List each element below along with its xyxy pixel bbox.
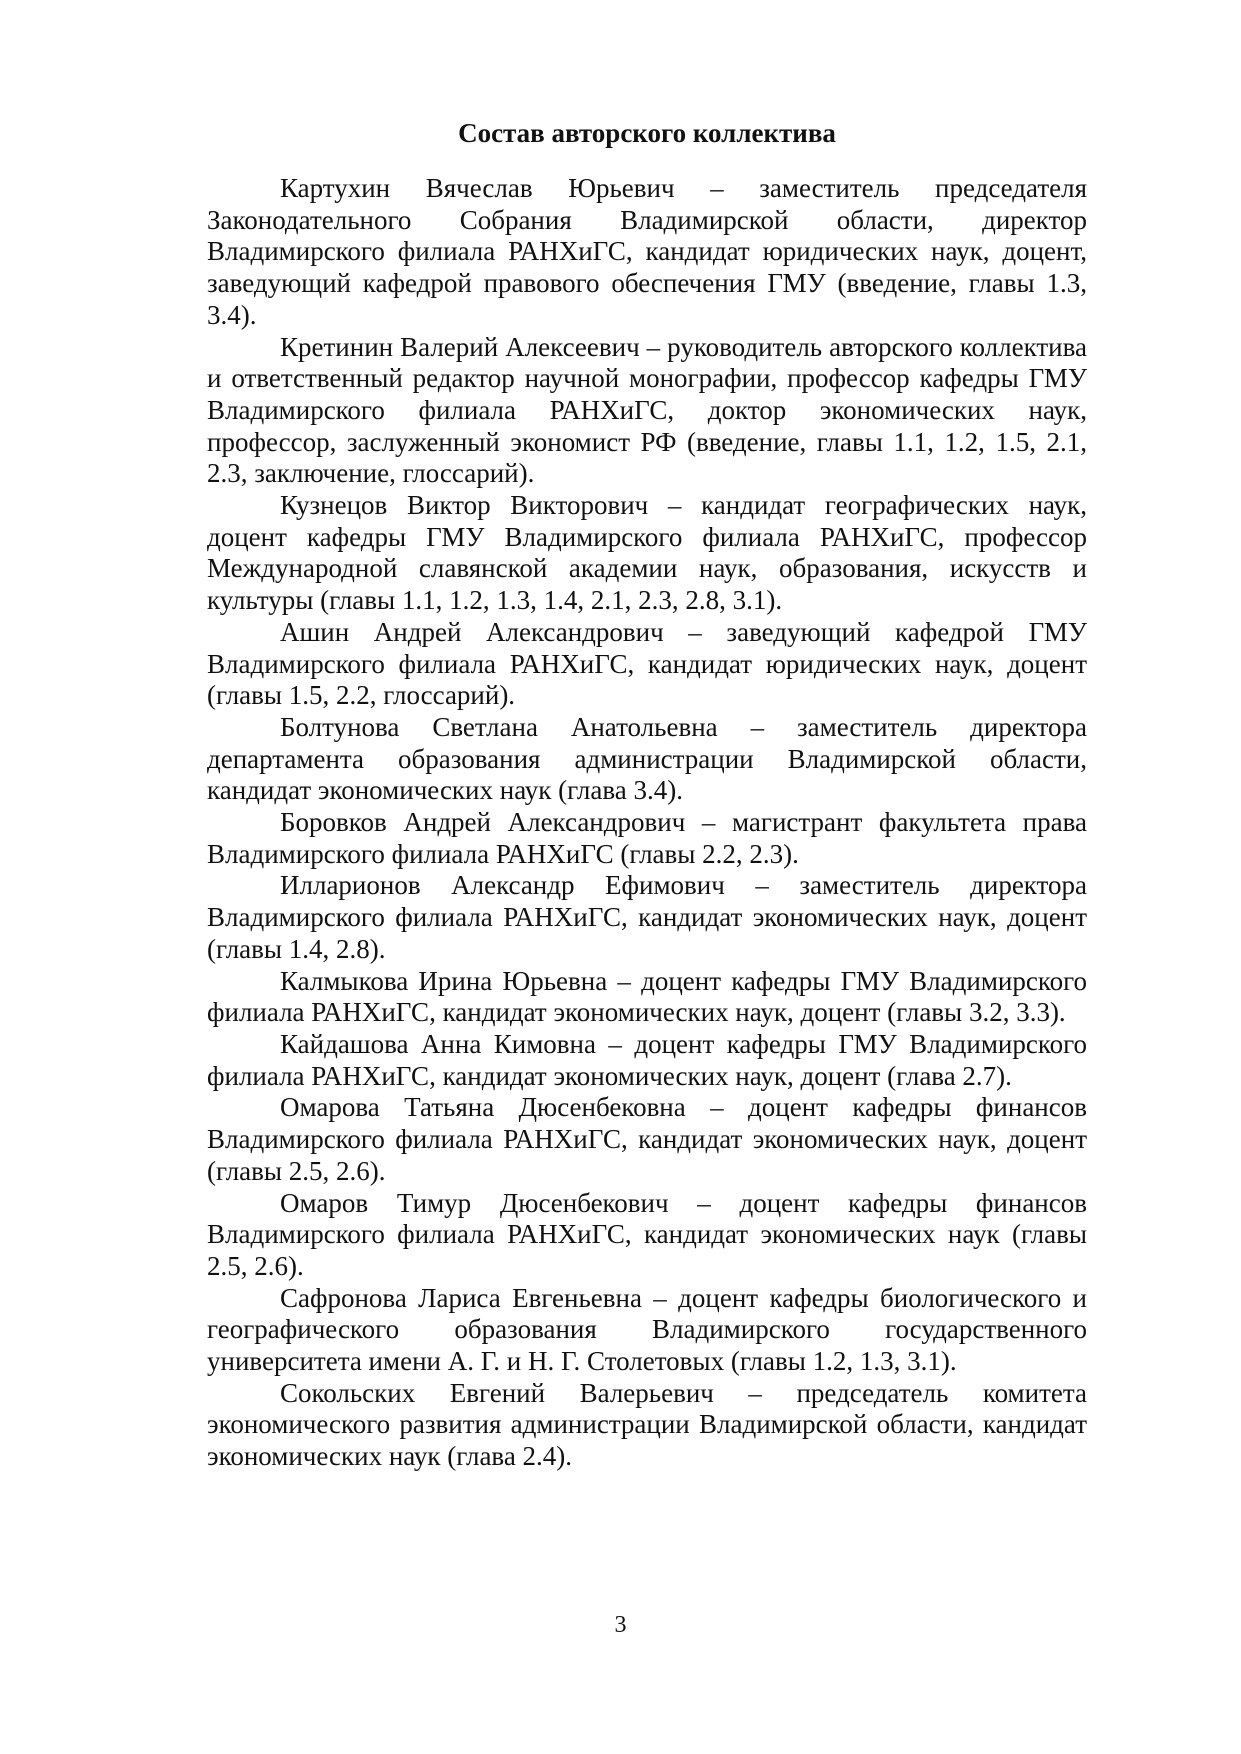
document-page [207,113,1087,1473]
page-title: Состав авторского коллектива [458,118,836,148]
author-entry-kretinin: Кретинин Валерий Алексеевич – руководитель авторского коллектива и ответственный редактор научной монографии, профессор кафедры ГМУ Владимирского филиала РАНХиГС, доктор экономических наук, профессор, заслуженный экономист РФ (введение, главы 1.1, 1.2, 1.5, 2.1, 2.3, заключение, глоссарий). [207,331,1087,489]
author-list [207,173,1087,1473]
author-entry-kuznetsov: Кузнецов Виктор Викторович – кандидат географических наук, доцент кафедры ГМУ Владимирского филиала РАНХиГС, профессор Международной славянской академии наук, образования, искусств и культуры (главы 1.1, 1.2, 1.3, 1.4, 2.1, 2.3, 2.8, 3.1). [207,490,1087,616]
author-entry-kalmykova: Калмыкова Ирина Юрьевна – доцент кафедры ГМУ Владимирского филиала РАНХиГС, кандидат экономических наук, доцент (главы 3.2, 3.3). [207,965,1087,1028]
author-entry-safronova: Сафронова Лариса Евгеньевна – доцент кафедры биологического и географического образования Владимирского государственного университета имени А. Г. и Н. Г. Столетовых (главы 1.2, 1.3, 3.1). [207,1282,1087,1377]
author-entry-omarova: Омарова Татьяна Дюсенбековна – доцент кафедры финансов Владимирского филиала РАНХиГС, кандидат экономических наук, доцент (главы 2.5, 2.6). [207,1092,1087,1186]
author-entry-boltunova: Болтунова Светлана Анатольевна – заместитель директора департамента образования администрации Владимирской области, кандидат экономических наук (глава 3.4). [207,711,1087,806]
page-number: 3 [614,1612,627,1638]
author-entry-kartukhin: Картухин Вячеслав Юрьевич – заместитель председателя Законодательного Собрания Владимирской области, директор Владимирского филиала РАНХиГС, кандидат юридических наук, доцент, заведующий кафедрой правового обеспечения ГМУ (введение, главы 1.3, 3.4). [207,173,1087,330]
author-entry-kaydashova: Кайдашова Анна Кимовна – доцент кафедры ГМУ Владимирского филиала РАНХиГС, кандидат экономических наук, доцент (глава 2.7). [207,1028,1087,1091]
author-entry-ashin: Ашин Андрей Александрович – заведующий кафедрой ГМУ Владимирского филиала РАНХиГС, кандидат юридических наук, доцент (главы 1.5, 2.2, глоссарий). [207,616,1087,711]
author-entry-sokolskikh: Сокольских Евгений Валерьевич – председатель комитета экономического развития администрации Владимирской области, кандидат экономических наук (глава 2.4). [207,1377,1087,1472]
author-entry-illarionov: Илларионов Александр Ефимович – заместитель директора Владимирского филиала РАНХиГС, кандидат экономических наук, доцент (главы 1.4, 2.8). [207,870,1087,964]
author-entry-omarov: Омаров Тимур Дюсенбекович – доцент кафедры финансов Владимирского филиала РАНХиГС, кандидат экономических наук (главы 2.5, 2.6). [207,1187,1087,1281]
author-entry-borovkov: Боровков Андрей Александрович – магистрант факультета права Владимирского филиала РАНХиГС (главы 2.2, 2.3). [207,807,1087,869]
